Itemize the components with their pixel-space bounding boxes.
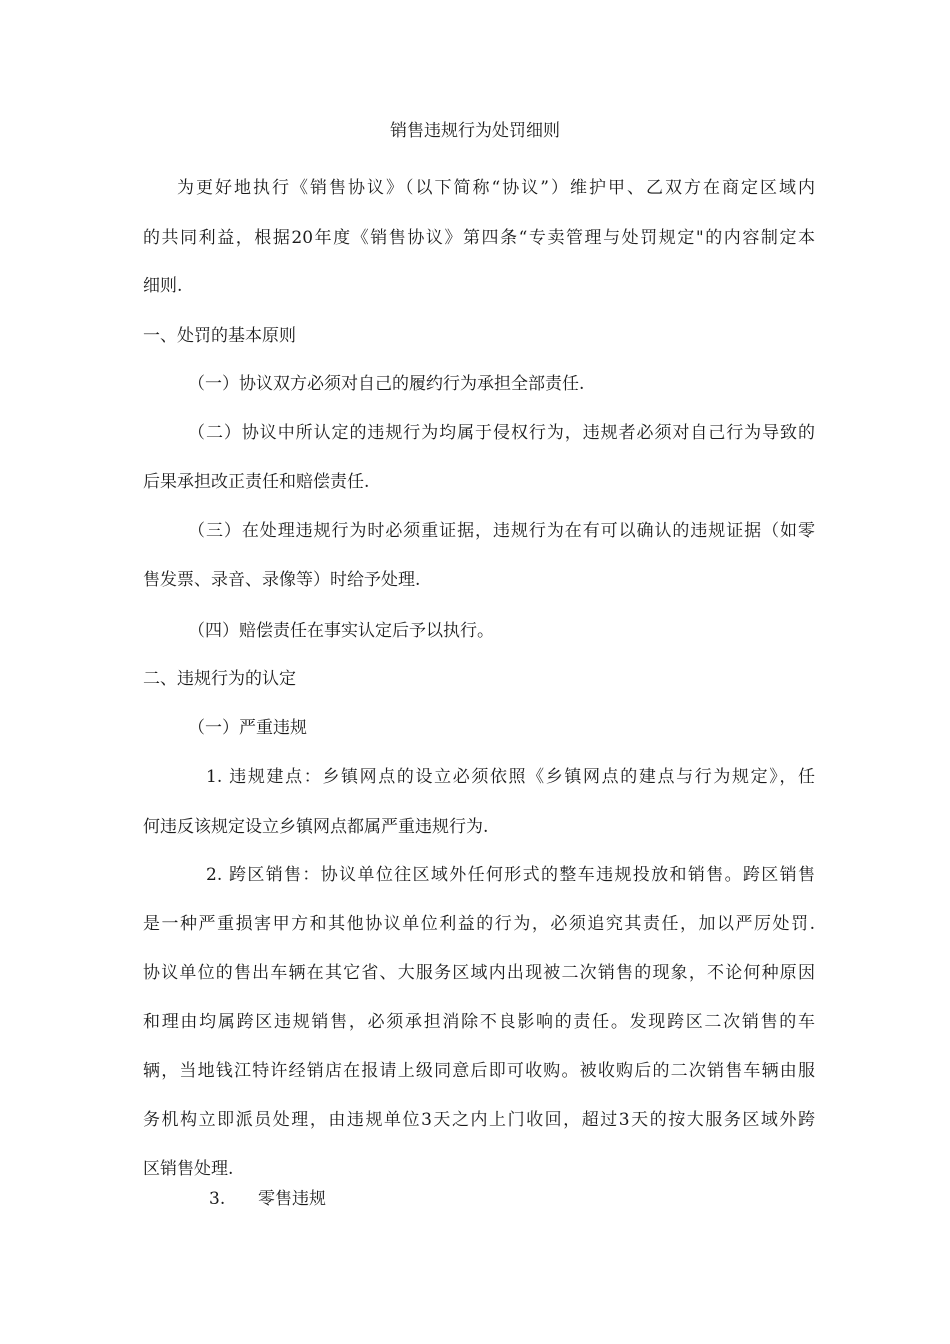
item-2-line-4: 和理由均属跨区违规销售，必须承担消除不良影响的责任。发现跨区二次销售的车 <box>143 1012 815 1032</box>
principle-2-line-1: （二）协议中所认定的违规行为均属于侵权行为，违规者必须对自己行为导致的 <box>188 423 815 443</box>
document-title: 销售违规行为处罚细则 <box>390 121 560 141</box>
section-heading-2: 二、违规行为的认定 <box>143 669 296 689</box>
item-1-line-2: 何违反该规定设立乡镇网点都属严重违规行为. <box>143 817 489 837</box>
principle-4: （四）赔偿责任在事实认定后予以执行。 <box>188 621 494 641</box>
item-2-line-6: 务机构立即派员处理，由违规单位3天之内上门收回，超过3天的按大服务区域外跨 <box>143 1110 815 1130</box>
item-3-number: 3. <box>209 1189 226 1209</box>
paragraph-intro-line-3: 细则. <box>143 276 183 296</box>
principle-3-line-1: （三）在处理违规行为时必须重证据，违规行为在有可以确认的违规证据（如零 <box>188 521 815 541</box>
paragraph-intro-line-1: 为更好地执行《销售协议》（以下简称“协议”）维护甲、乙双方在商定区域内 <box>177 178 815 198</box>
item-2-line-7: 区销售处理. <box>143 1159 234 1179</box>
principle-2-line-2: 后果承担改正责任和赔偿责任. <box>143 472 370 492</box>
paragraph-intro-line-2: 的共同利益，根据20年度《销售协议》第四条“专卖管理与处罚规定"的内容制定本 <box>143 228 815 248</box>
principle-1: （一）协议双方必须对自己的履约行为承担全部责任. <box>188 374 585 394</box>
principle-3-line-2: 售发票、录音、录像等）时给予处理. <box>143 570 421 590</box>
item-2-line-2: 是一种严重损害甲方和其他协议单位利益的行为，必须追究其责任，加以严厉处罚. <box>143 914 815 934</box>
item-1-line-1: 1. 违规建点：乡镇网点的设立必须依照《乡镇网点的建点与行为规定》，任 <box>206 767 815 787</box>
item-2-line-5: 辆，当地钱江特许经销店在报请上级同意后即可收购。被收购后的二次销售车辆由服 <box>143 1061 815 1081</box>
section-heading-1: 一、处罚的基本原则 <box>143 326 296 346</box>
item-2-line-3: 协议单位的售出车辆在其它省、大服务区域内出现被二次销售的现象，不论何种原因 <box>143 963 815 983</box>
item-3-heading: 零售违规 <box>258 1189 326 1209</box>
item-2-line-1: 2. 跨区销售：协议单位往区域外任何形式的整车违规投放和销售。跨区销售 <box>206 865 815 885</box>
subsection-heading-1: （一）严重违规 <box>188 718 307 738</box>
